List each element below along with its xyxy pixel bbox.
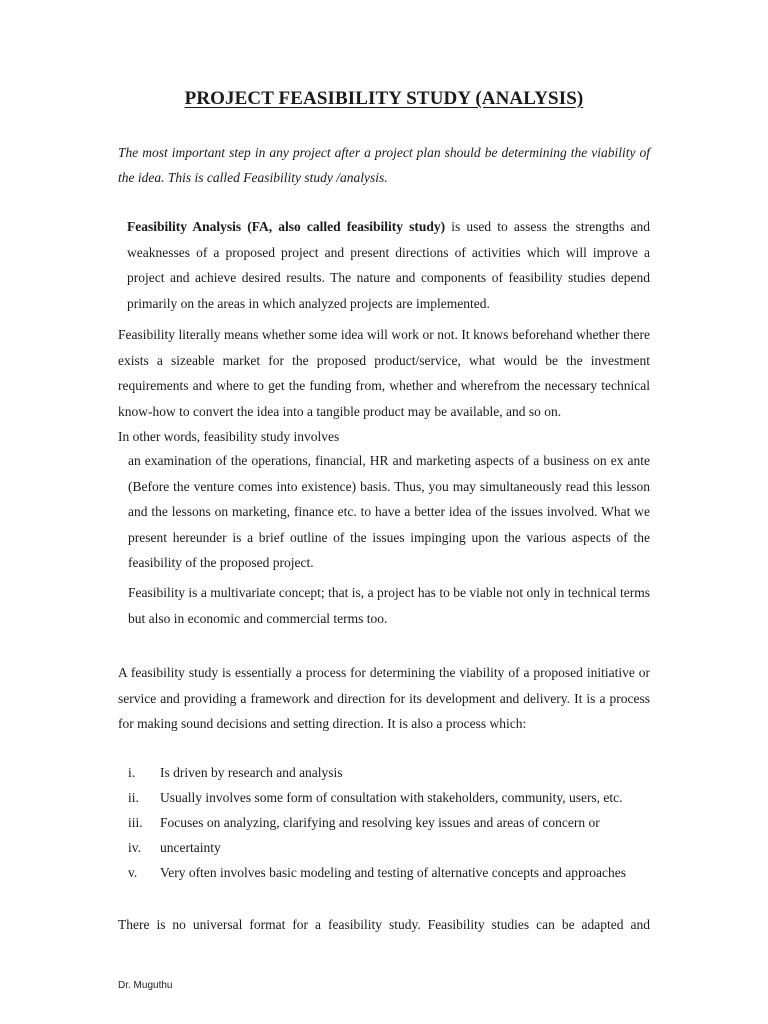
intro-paragraph: The most important step in any project after a project plan should be determining the viability of the idea. This is called Feasibility study /analysis. <box>118 145 650 185</box>
list-item-number: iv. <box>128 840 141 855</box>
literal-meaning-text: Feasibility literally means whether some idea will work or not. It knows beforehand whether there exists a sizeable market for the proposed product/service, what would be the investment requirements and where to get the funding from, whether and wherefrom the necessary technical know-how to convert the idea into a tangible product may be available, and so on. <box>118 327 650 419</box>
process-list <box>118 760 650 885</box>
literal-meaning-tail: In other words, feasibility study involves <box>118 429 340 444</box>
list-item-number: i. <box>128 765 136 780</box>
list-item <box>118 860 650 885</box>
page-footer: Dr. Muguthu <box>118 980 173 991</box>
list-item-text: Is driven by research and analysis <box>160 765 343 780</box>
list-item <box>118 785 650 810</box>
literal-meaning-paragraph <box>118 322 650 450</box>
list-item-text: Focuses on analyzing, clarifying and resolving key issues and areas of concern or <box>160 815 600 830</box>
list-item-number: iii. <box>128 815 143 830</box>
fa-definition-term: Feasibility Analysis (FA, also called feasibility study) <box>127 219 446 234</box>
process-intro-paragraph: A feasibility study is essentially a process for determining the viability of a proposed initiative or service and providing a framework and direction for its development and delivery. It is a process for making sound decisions and setting direction. It is also a process which: <box>118 665 650 731</box>
list-item-number: v. <box>128 865 138 880</box>
fa-definition-text: is used to assess the strengths and weaknesses of a proposed project and present directions of activities which will improve a project and achieve desired results. The nature and components of feasibility studies depend primarily on the areas in which analyzed projects are implemented. <box>127 219 650 311</box>
list-item-number: ii. <box>128 790 139 805</box>
examination-paragraph: an examination of the operations, financial, HR and marketing aspects of a business on ex ante (Before the venture comes into existence) basis. Thus, you may simultaneously read this lesson and the lessons on marketing, finance etc. to have a better idea of the issues involved. What we present hereunder is a brief outline of the issues impinging upon the various aspects of the feasibility of the proposed project. <box>128 453 650 570</box>
list-item-text: uncertainty <box>160 840 221 855</box>
list-item <box>118 810 650 835</box>
list-item <box>118 835 650 860</box>
multivariate-paragraph: Feasibility is a multivariate concept; that is, a project has to be viable not only in technical terms but also in economic and commercial terms too. <box>128 585 650 626</box>
page-title: PROJECT FEASIBILITY STUDY (ANALYSIS) <box>184 88 584 109</box>
list-item-text: Very often involves basic modeling and testing of alternative concepts and approaches <box>160 865 626 880</box>
fa-definition-paragraph <box>127 214 650 316</box>
list-item-text: Usually involves some form of consultation with stakeholders, community, users, etc. <box>160 790 623 805</box>
final-line: There is no universal format for a feasibility study. Feasibility studies can be adapted and <box>118 917 650 932</box>
list-item <box>118 760 650 785</box>
